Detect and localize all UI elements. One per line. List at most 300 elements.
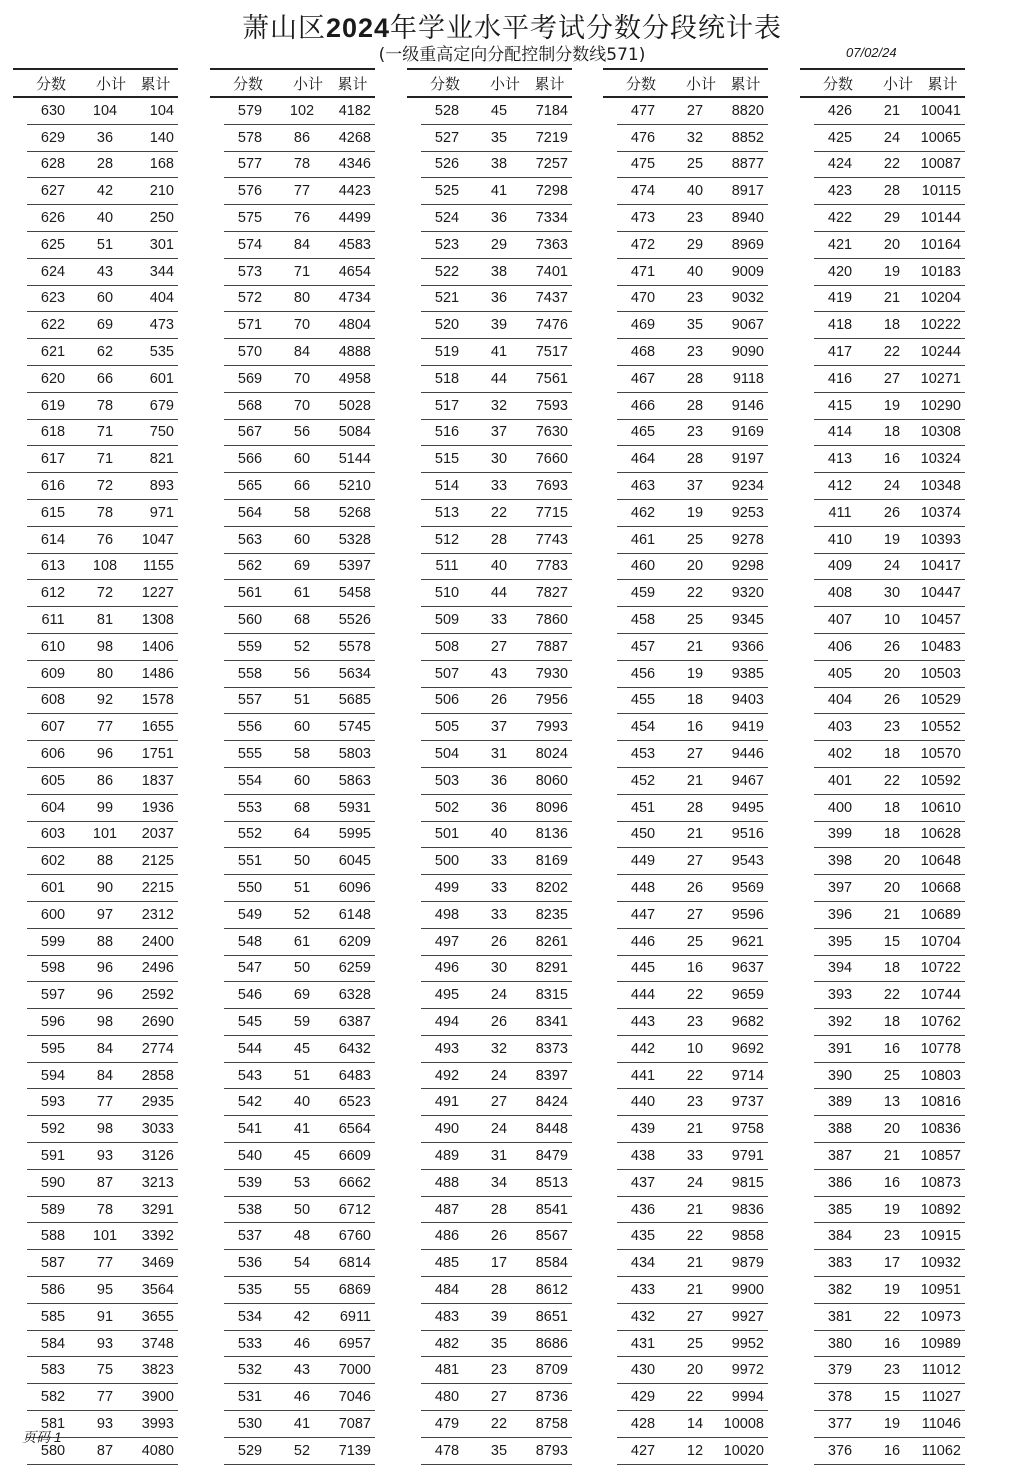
table-row [814, 1331, 965, 1358]
cumulative-cell: 10592 [920, 772, 961, 789]
cumulative-cell: 10762 [920, 1013, 961, 1030]
subtotal-cell: 87 [96, 1442, 114, 1459]
score-cell: 535 [237, 1281, 263, 1298]
score-cell: 460 [630, 558, 656, 575]
cumulative-cell: 8612 [535, 1281, 568, 1298]
table-row [27, 527, 178, 554]
score-cell: 522 [434, 263, 460, 280]
score-cell: 529 [237, 1442, 263, 1459]
score-cell: 575 [237, 210, 263, 227]
score-cell: 627 [40, 183, 66, 200]
score-cell: 456 [630, 665, 656, 682]
score-cell: 540 [237, 1147, 263, 1164]
cumulative-cell: 10951 [920, 1281, 961, 1298]
score-cell: 610 [40, 638, 66, 655]
table-row [27, 714, 178, 741]
subtotal-cell: 81 [96, 612, 114, 629]
cumulative-cell: 8096 [535, 799, 568, 816]
subtotal-cell: 19 [686, 504, 704, 521]
table-row [224, 152, 375, 179]
subtotal-cell: 36 [490, 772, 508, 789]
cumulative-cell: 9298 [731, 558, 764, 575]
table-row [617, 205, 768, 232]
table-row [224, 1009, 375, 1036]
score-cell: 432 [630, 1308, 656, 1325]
table-row [27, 795, 178, 822]
subtotal-cell: 30 [490, 451, 508, 468]
cumulative-cell: 4268 [338, 129, 371, 146]
subtotal-cell: 21 [883, 290, 901, 307]
subtotal-cell: 26 [490, 1013, 508, 1030]
score-cell: 618 [40, 424, 66, 441]
score-cell: 396 [827, 906, 853, 923]
table-row [617, 527, 768, 554]
cumulative-cell: 7743 [535, 531, 568, 548]
score-cell: 387 [827, 1147, 853, 1164]
table-row [27, 232, 178, 259]
subtotal-cell: 19 [883, 531, 901, 548]
table-row [814, 1063, 965, 1090]
cumulative-cell: 4654 [338, 263, 371, 280]
score-cell: 524 [434, 210, 460, 227]
subtotal-cell: 40 [490, 826, 508, 843]
cumulative-cell: 6869 [338, 1281, 371, 1298]
subtotal-cell: 80 [96, 665, 114, 682]
subtotal-cell: 34 [490, 1174, 508, 1191]
score-cell: 448 [630, 880, 656, 896]
score-cell: 481 [434, 1362, 460, 1379]
score-cell: 616 [40, 478, 66, 495]
table-row [27, 1063, 178, 1090]
cumulative-cell: 6387 [338, 1013, 371, 1030]
cumulative-cell: 9836 [731, 1201, 764, 1218]
score-cell: 525 [434, 183, 460, 200]
cumulative-cell: 7715 [535, 504, 568, 521]
subtotal-cell: 17 [883, 1255, 901, 1272]
cumulative-cell: 7593 [535, 397, 568, 414]
cumulative-cell: 10087 [920, 156, 961, 173]
subtotal-cell: 27 [490, 1094, 508, 1111]
score-cell: 489 [434, 1147, 460, 1164]
subtotal-cell: 41 [293, 1121, 311, 1138]
table-row [421, 956, 572, 983]
cumulative-cell: 6096 [338, 880, 371, 896]
cumulative-cell: 9446 [731, 746, 764, 763]
score-cell: 568 [237, 397, 263, 414]
table-row [224, 527, 375, 554]
cumulative-cell: 5328 [338, 531, 371, 548]
subtotal-cell: 42 [96, 183, 114, 200]
header-score: 分数 [625, 75, 656, 93]
table-row [814, 1438, 965, 1465]
table-row [224, 822, 375, 849]
table-row [814, 500, 965, 527]
table-row [617, 1063, 768, 1090]
score-cell: 624 [40, 263, 66, 280]
table-row [27, 768, 178, 795]
table-row [421, 714, 572, 741]
score-cell: 439 [630, 1121, 656, 1138]
score-cell: 491 [434, 1094, 460, 1111]
cumulative-cell: 7693 [535, 478, 568, 495]
subtotal-cell: 16 [686, 960, 704, 977]
table-row [617, 339, 768, 366]
table-row [224, 1277, 375, 1304]
table-row [814, 795, 965, 822]
score-table-block [800, 68, 965, 1465]
score-cell: 543 [237, 1067, 263, 1084]
subtotal-cell: 78 [293, 156, 311, 173]
table-row [27, 259, 178, 286]
table-row [224, 1116, 375, 1143]
cumulative-cell: 9758 [731, 1121, 764, 1138]
cumulative-cell: 1047 [141, 531, 174, 548]
score-cell: 467 [630, 370, 656, 387]
table-row [814, 1277, 965, 1304]
table-row [617, 1036, 768, 1063]
cumulative-cell: 9366 [731, 638, 764, 655]
cumulative-cell: 5268 [338, 504, 371, 521]
table-row [224, 1411, 375, 1438]
score-cell: 559 [237, 638, 263, 655]
table-row [617, 607, 768, 634]
subtotal-cell: 84 [293, 236, 311, 253]
subtotal-cell: 20 [883, 1121, 901, 1138]
subtotal-cell: 104 [92, 102, 118, 119]
cumulative-cell: 10290 [920, 397, 961, 414]
cumulative-cell: 8969 [731, 236, 764, 253]
score-cell: 490 [434, 1121, 460, 1138]
table-row [27, 956, 178, 983]
score-cell: 585 [40, 1308, 66, 1325]
score-cell: 466 [630, 397, 656, 414]
subtotal-cell: 52 [293, 638, 311, 655]
score-cell: 426 [827, 102, 853, 119]
cumulative-cell: 10892 [920, 1201, 961, 1218]
page-number: 页码 1 [22, 1429, 62, 1445]
table-row [27, 178, 178, 205]
subtotal-cell: 23 [883, 719, 901, 736]
table-row [617, 822, 768, 849]
subtotal-cell: 56 [293, 424, 311, 441]
score-cell: 493 [434, 1040, 460, 1057]
table-row [617, 1223, 768, 1250]
score-cell: 391 [827, 1040, 853, 1057]
cumulative-cell: 3748 [141, 1335, 174, 1352]
cumulative-cell: 8793 [535, 1442, 568, 1459]
score-cell: 419 [827, 290, 853, 307]
table-row [421, 1116, 572, 1143]
subtotal-cell: 18 [883, 960, 901, 977]
cumulative-cell: 10348 [920, 478, 961, 495]
subtotal-cell: 96 [96, 987, 114, 1004]
cumulative-cell: 9067 [731, 317, 764, 334]
score-cell: 586 [40, 1281, 66, 1298]
cumulative-cell: 750 [149, 424, 174, 441]
subtotal-cell: 33 [490, 880, 508, 896]
table-row [617, 768, 768, 795]
table-row [27, 1250, 178, 1277]
cumulative-cell: 9737 [731, 1094, 764, 1111]
table-header [210, 68, 375, 98]
score-cell: 594 [40, 1067, 66, 1084]
score-cell: 483 [434, 1308, 460, 1325]
subtotal-cell: 66 [96, 370, 114, 387]
subtotal-cell: 26 [883, 638, 901, 655]
score-cell: 613 [40, 558, 66, 575]
cumulative-cell: 9032 [731, 290, 764, 307]
table-row [814, 125, 965, 152]
score-cell: 472 [630, 236, 656, 253]
table-row [27, 1170, 178, 1197]
subtotal-cell: 19 [883, 1415, 901, 1432]
score-cell: 427 [630, 1442, 656, 1459]
header-cumulative: 累计 [337, 75, 368, 93]
table-row [814, 554, 965, 581]
subtotal-cell: 101 [92, 1228, 118, 1245]
score-cell: 414 [827, 424, 853, 441]
table-row [224, 741, 375, 768]
score-cell: 459 [630, 585, 656, 602]
cumulative-cell: 6045 [338, 853, 371, 870]
score-cell: 623 [40, 290, 66, 307]
score-cell: 447 [630, 906, 656, 923]
table-row [814, 607, 965, 634]
cumulative-cell: 210 [149, 183, 174, 200]
cumulative-cell: 8397 [535, 1067, 568, 1084]
cumulative-cell: 104 [149, 102, 174, 119]
cumulative-cell: 3392 [141, 1228, 174, 1245]
table-row [814, 929, 965, 956]
score-cell: 601 [40, 880, 66, 896]
score-cell: 521 [434, 290, 460, 307]
table-row [224, 1304, 375, 1331]
cumulative-cell: 4583 [338, 236, 371, 253]
subtotal-cell: 46 [293, 1389, 311, 1406]
cumulative-cell: 9169 [731, 424, 764, 441]
subtotal-cell: 71 [96, 424, 114, 441]
table-row [617, 1197, 768, 1224]
table-row [421, 152, 572, 179]
score-cell: 394 [827, 960, 853, 977]
subtotal-cell: 54 [293, 1255, 311, 1272]
table-row [224, 312, 375, 339]
table-row [224, 473, 375, 500]
table-row [421, 205, 572, 232]
table-row [27, 339, 178, 366]
cumulative-cell: 6259 [338, 960, 371, 977]
score-cell: 409 [827, 558, 853, 575]
cumulative-cell: 1486 [141, 665, 174, 682]
score-cell: 596 [40, 1013, 66, 1030]
score-cell: 510 [434, 585, 460, 602]
cumulative-cell: 5995 [338, 826, 371, 843]
cumulative-cell: 971 [149, 504, 174, 521]
subtotal-cell: 88 [96, 853, 114, 870]
score-cell: 469 [630, 317, 656, 334]
cumulative-cell: 168 [149, 156, 174, 173]
cumulative-cell: 5863 [338, 772, 371, 789]
score-cell: 593 [40, 1094, 66, 1111]
score-cell: 379 [827, 1362, 853, 1379]
table-row [617, 152, 768, 179]
cumulative-cell: 8373 [535, 1040, 568, 1057]
subtotal-cell: 96 [96, 960, 114, 977]
subtotal-cell: 29 [490, 236, 508, 253]
cumulative-cell: 8940 [731, 210, 764, 227]
score-cell: 606 [40, 746, 66, 763]
table-row [814, 1411, 965, 1438]
subtotal-cell: 58 [293, 504, 311, 521]
subtotal-cell: 40 [293, 1094, 311, 1111]
table-row [27, 1357, 178, 1384]
cumulative-cell: 601 [149, 370, 174, 387]
subtotal-cell: 51 [293, 1067, 311, 1084]
table-header [13, 68, 178, 98]
subtotal-cell: 69 [293, 558, 311, 575]
subtotal-cell: 28 [490, 1201, 508, 1218]
table-row [814, 1116, 965, 1143]
table-row [421, 688, 572, 715]
table-row [814, 822, 965, 849]
score-cell: 385 [827, 1201, 853, 1218]
subtotal-cell: 90 [96, 880, 114, 896]
subtotal-cell: 72 [96, 585, 114, 602]
cumulative-cell: 6432 [338, 1040, 371, 1057]
table-row [617, 1384, 768, 1411]
table-row [421, 312, 572, 339]
cumulative-cell: 11062 [921, 1442, 961, 1459]
table-row [814, 1036, 965, 1063]
subtotal-cell: 50 [293, 960, 311, 977]
table-row [421, 527, 572, 554]
score-cell: 555 [237, 746, 263, 763]
table-row [224, 795, 375, 822]
subtotal-cell: 18 [883, 799, 901, 816]
cumulative-cell: 10704 [920, 933, 961, 950]
cumulative-cell: 9118 [732, 370, 764, 387]
score-cell: 461 [630, 531, 656, 548]
cumulative-cell: 10271 [920, 370, 961, 387]
subtotal-cell: 72 [96, 478, 114, 495]
table-row [421, 1170, 572, 1197]
cumulative-cell: 7000 [338, 1362, 371, 1379]
score-cell: 590 [40, 1174, 66, 1191]
cumulative-cell: 6760 [338, 1228, 371, 1245]
cumulative-cell: 10857 [920, 1147, 961, 1164]
score-cell: 465 [630, 424, 656, 441]
score-table-block [210, 68, 375, 1465]
subtotal-cell: 22 [686, 585, 704, 602]
subtotal-cell: 75 [96, 1362, 114, 1379]
cumulative-cell: 6814 [338, 1255, 371, 1272]
score-cell: 475 [630, 156, 656, 173]
score-cell: 476 [630, 129, 656, 146]
score-cell: 505 [434, 719, 460, 736]
table-row [617, 259, 768, 286]
table-row [421, 1411, 572, 1438]
table-row [224, 500, 375, 527]
cumulative-cell: 3213 [141, 1174, 174, 1191]
score-cell: 408 [827, 585, 853, 602]
table-row [421, 339, 572, 366]
subtotal-cell: 17 [490, 1255, 508, 1272]
score-cell: 554 [237, 772, 263, 789]
score-cell: 412 [827, 478, 853, 495]
cumulative-cell: 9692 [731, 1040, 764, 1057]
score-cell: 511 [435, 558, 459, 575]
header-score: 分数 [232, 75, 263, 93]
table-row [617, 795, 768, 822]
score-cell: 504 [434, 746, 460, 763]
subtotal-cell: 21 [686, 1281, 704, 1298]
score-cell: 622 [40, 317, 66, 334]
subtotal-cell: 38 [490, 263, 508, 280]
table-row [617, 98, 768, 125]
cumulative-cell: 8479 [535, 1147, 568, 1164]
table-row [814, 1250, 965, 1277]
subtotal-cell: 29 [883, 210, 901, 227]
score-cell: 561 [237, 585, 263, 602]
table-row [224, 768, 375, 795]
cumulative-cell: 5028 [338, 397, 371, 414]
subtotal-cell: 77 [96, 719, 114, 736]
cumulative-cell: 4346 [338, 156, 371, 173]
cumulative-cell: 7087 [338, 1415, 371, 1432]
subtotal-cell: 56 [293, 665, 311, 682]
subtotal-cell: 50 [293, 1201, 311, 1218]
table-row [421, 634, 572, 661]
table-row [27, 1331, 178, 1358]
table-row [617, 902, 768, 929]
score-cell: 435 [630, 1228, 656, 1245]
subtotal-cell: 68 [293, 799, 311, 816]
table-row [27, 420, 178, 447]
cumulative-cell: 2690 [141, 1013, 174, 1030]
cumulative-cell: 9952 [731, 1335, 764, 1352]
cumulative-cell: 5634 [338, 665, 371, 682]
score-cell: 449 [630, 853, 656, 870]
score-cell: 413 [827, 451, 853, 468]
score-cell: 420 [827, 263, 853, 280]
table-row [224, 1357, 375, 1384]
table-row [814, 205, 965, 232]
subtotal-cell: 46 [293, 1335, 311, 1352]
header-cumulative: 累计 [927, 75, 958, 93]
score-cell: 431 [630, 1335, 656, 1352]
subtotal-cell: 66 [293, 478, 311, 495]
score-cell: 523 [434, 236, 460, 253]
subtotal-cell: 93 [96, 1147, 114, 1164]
subtotal-cell: 42 [293, 1308, 311, 1325]
score-cell: 551 [237, 853, 263, 870]
table-row [617, 554, 768, 581]
cumulative-cell: 7363 [535, 236, 568, 253]
cumulative-cell: 10115 [921, 183, 961, 200]
cumulative-cell: 7993 [535, 719, 568, 736]
cumulative-cell: 6148 [338, 906, 371, 923]
subtotal-cell: 30 [490, 960, 508, 977]
score-cell: 484 [434, 1281, 460, 1298]
score-cell: 411 [828, 504, 852, 521]
subtotal-cell: 16 [883, 451, 901, 468]
score-cell: 487 [434, 1201, 460, 1218]
table-row [421, 1089, 572, 1116]
score-cell: 509 [434, 612, 460, 629]
table-row [617, 661, 768, 688]
subtotal-cell: 18 [883, 317, 901, 334]
table-row [27, 473, 178, 500]
